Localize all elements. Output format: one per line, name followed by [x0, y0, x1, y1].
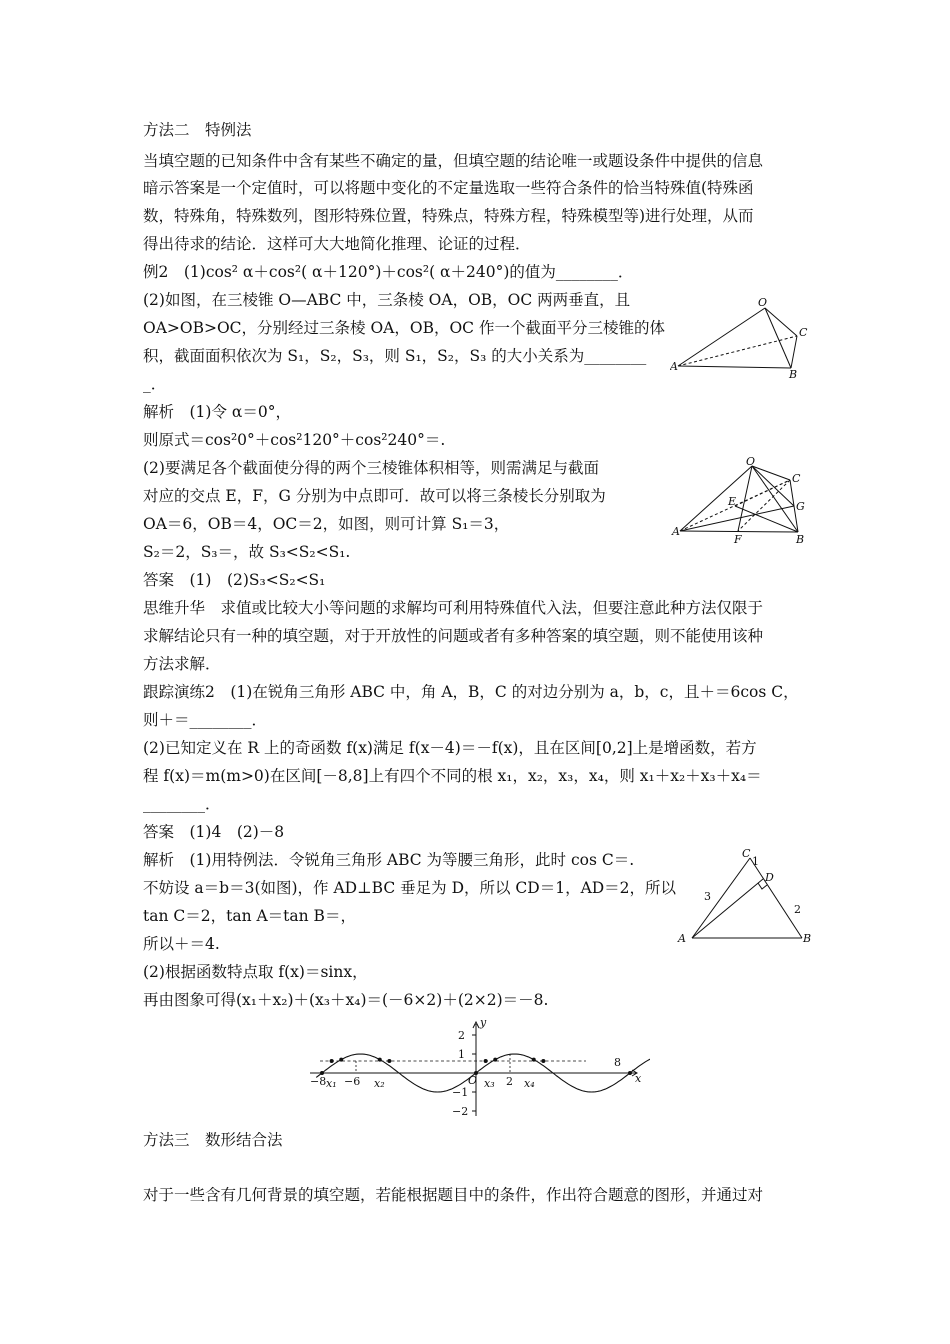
text-line: (2)已知定义在 R 上的奇函数 f(x)满足 f(x－4)＝－f(x)，且在区间[0,2]上是增函数，若方 [143, 739, 757, 757]
y-tick-2: 2 [458, 1029, 465, 1042]
text-line: 答案 (1) (2)S₃<S₂<S₁ [143, 571, 326, 589]
tetrahedron-figure [670, 296, 820, 381]
side-db-length: 2 [794, 903, 801, 916]
graph-point [339, 1058, 343, 1062]
text-line: (2)根据函数特点取 f(x)＝sinx， [143, 963, 368, 981]
label-o: O [758, 296, 768, 309]
y-axis-label: y [480, 1018, 487, 1029]
y-tick-neg2: −2 [452, 1105, 469, 1118]
isosceles-triangle-figure [672, 843, 820, 953]
text-line: 程 f(x)＝m(m>0)在区间[－8,8]上有四个不同的根 x₁，x₂，x₃，x₄，则 x₁＋x₂＋x₃＋x₄＝ [143, 767, 762, 785]
text-line: 数，特殊角，特殊数列，图形特殊位置，特殊点，特殊方程，特殊模型等)进行处理，从而 [143, 207, 754, 225]
text-line: 解析 (1)令 α＝0°， [143, 403, 291, 421]
label-e: E [728, 495, 737, 508]
tetrahedron-midpoint-figure [670, 456, 820, 546]
label-b: B [796, 533, 805, 546]
label-c: C [742, 847, 751, 860]
label-c: C [792, 472, 801, 485]
text-line: 不妨设 a＝b＝3(如图)，作 AD⊥BC 垂足为 D，所以 CD＝1，AD＝2，所以 [143, 879, 677, 897]
label-a: A [672, 525, 680, 538]
origin-label: O [468, 1074, 478, 1087]
label-c: C [799, 326, 808, 339]
text-line: 积，截面面积依次为 S₁，S₂，S₃，则 S₁，S₂，S₃ 的大小关系为________ [143, 347, 647, 365]
text-line: 例2 (1)cos² α＋cos²( α＋120°)＋cos²( α＋240°)的值为________． [143, 263, 634, 281]
label-d: D [765, 871, 774, 884]
root-label-x4: x₄ [524, 1077, 535, 1090]
label-b: B [789, 368, 798, 381]
text-line: tan C＝2，tan A＝tan B＝， [143, 907, 356, 925]
x-tick-neg8: −8 [310, 1075, 327, 1088]
x-axis-label: x [635, 1072, 642, 1085]
x-tick-2: 2 [506, 1075, 513, 1088]
label-f: F [734, 533, 742, 546]
text-line: 方法三 数形结合法 [143, 1131, 283, 1149]
text-line: 得出待求的结论．这样可大大地简化推理、论证的过程． [143, 235, 531, 253]
side-ac-length: 3 [704, 890, 711, 903]
y-tick-1: 1 [458, 1048, 465, 1061]
text-line: (2)要满足各个截面使分得的两个三棱锥体积相等，则需满足与截面 [143, 459, 599, 477]
text-line: OA>OB>OC，分别经过三条棱 OA，OB，OC 作一个截面平分三棱锥的体 [143, 319, 665, 337]
text-line: 求解结论只有一种的填空题，对于开放性的问题或者有多种答案的填空题，则不能使用该种 [143, 627, 764, 645]
text-line: 所以＋＝4. [143, 935, 220, 953]
text-line: 解析 (1)用特例法．令锐角三角形 ABC 为等腰三角形，此时 cos C＝. [143, 851, 635, 869]
text-line: 方法二 特例法 [143, 121, 252, 139]
root-label-x1: x₁ [326, 1077, 337, 1090]
text-line: 跟踪演练2 (1)在锐角三角形 ABC 中，角 A，B，C 的对边分别为 a，b，c，且＋＝6cos C， [143, 683, 799, 701]
label-a: A [670, 360, 678, 373]
x-tick-8: 8 [614, 1056, 621, 1069]
sine-graph [300, 1018, 650, 1123]
label-b: B [803, 932, 812, 945]
text-line: 则＋＝________． [143, 711, 268, 729]
intersection-point [387, 1059, 391, 1063]
text-line: 思维升华 求值或比较大小等问题的求解均可利用特殊值代入法，但要注意此种方法仅限于 [143, 599, 764, 617]
text-line: 方法求解． [143, 655, 221, 673]
intersection-point [541, 1059, 545, 1063]
label-g: G [796, 500, 805, 513]
x-tick-neg6: −6 [344, 1075, 361, 1088]
graph-point [493, 1058, 497, 1062]
text-line: ________． [143, 795, 221, 813]
root-label-x3: x₃ [484, 1077, 495, 1090]
text-line: 当填空题的已知条件中含有某些不确定的量，但填空题的结论唯一或题设条件中提供的信息 [143, 152, 764, 170]
text-line: _． [143, 375, 167, 393]
text-line: 答案 (1)4 (2)－8 [143, 823, 285, 841]
y-tick-neg1: −1 [452, 1086, 469, 1099]
graph-point [378, 1058, 382, 1062]
label-a: A [678, 932, 686, 945]
text-line: 对于一些含有几何背景的填空题，若能根据题目中的条件，作出符合题意的图形，并通过对 [143, 1186, 764, 1204]
label-o: O [746, 456, 756, 468]
side-cd-length: 1 [752, 855, 759, 868]
graph-point [532, 1058, 536, 1062]
text-line: S₂＝2，S₃＝，故 S₃<S₂<S₁. [143, 543, 351, 561]
text-line: (2)如图，在三棱锥 O—ABC 中，三条棱 OA，OB，OC 两两垂直，且 [143, 291, 631, 309]
text-line: 则原式＝cos²0°＋cos²120°＋cos²240°＝. [143, 431, 446, 449]
text-line: 再由图象可得(x₁＋x₂)＋(x₃＋x₄)＝(－6×2)＋(2×2)＝－8. [143, 991, 549, 1009]
root-label-x2: x₂ [374, 1077, 385, 1090]
intersection-point [330, 1059, 334, 1063]
text-line: OA＝6，OB＝4，OC＝2，如图，则可计算 S₁＝3， [143, 515, 510, 533]
graph-point [628, 1071, 632, 1075]
intersection-point [484, 1059, 488, 1063]
text-line: 暗示答案是一个定值时，可以将题中变化的不定量选取一些符合条件的恰当特殊值(特殊函 [143, 179, 754, 197]
text-line: 对应的交点 E，F，G 分别为中点即可．故可以将三条棱长分别取为 [143, 487, 606, 505]
